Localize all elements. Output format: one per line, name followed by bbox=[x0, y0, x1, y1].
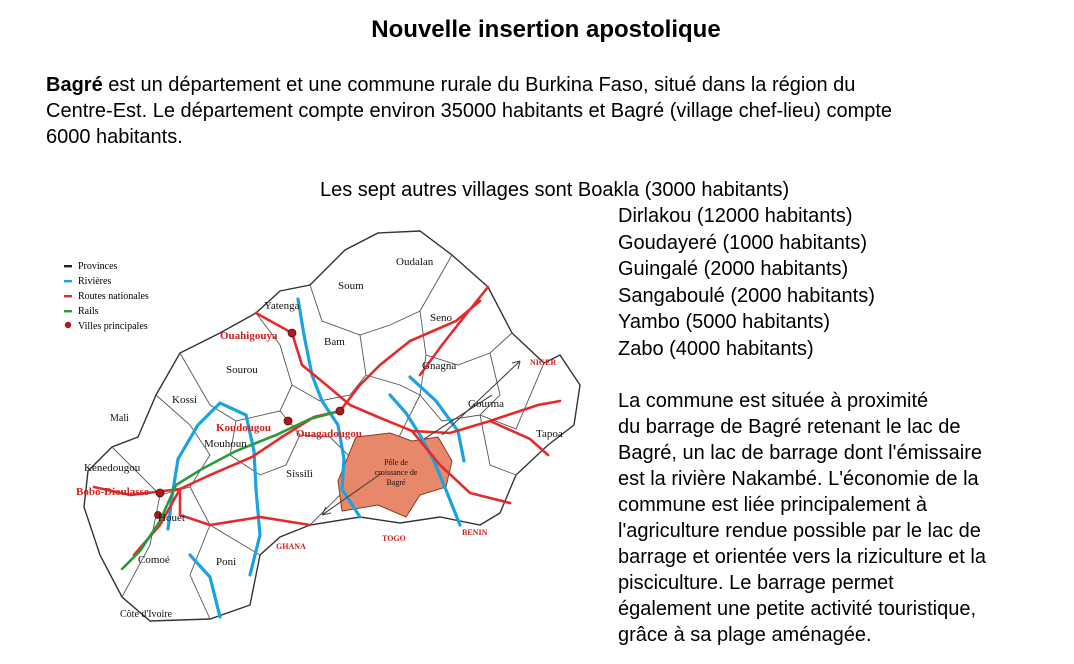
province-label: Kossi bbox=[172, 394, 198, 406]
country-label: Mali bbox=[110, 413, 129, 424]
commune-line: pisciculture. Le barrage permet bbox=[618, 572, 894, 594]
legend-label: Rivières bbox=[78, 276, 112, 287]
country-label: TOGO bbox=[382, 534, 406, 543]
city-marker bbox=[288, 329, 296, 337]
province-label: Poni bbox=[216, 556, 237, 568]
city-label: Bobo-Dioulasso bbox=[76, 486, 150, 498]
province-label: Kenedougou bbox=[84, 462, 141, 474]
country-label: NIGER bbox=[530, 358, 557, 367]
city-label: Ouagadougou bbox=[296, 428, 363, 440]
commune-line: barrage et orientée vers la riziculture et la bbox=[618, 546, 986, 568]
legend-label: Provinces bbox=[78, 261, 118, 272]
province-label: Gourma bbox=[468, 398, 505, 410]
city-marker bbox=[336, 407, 344, 415]
country-label: Côte d'Ivoire bbox=[120, 609, 173, 620]
pole-label-line: Bagré bbox=[386, 478, 406, 487]
province-label: Yatenga bbox=[264, 300, 300, 312]
province-label: Sissili bbox=[286, 468, 313, 480]
province-label: Houet bbox=[158, 512, 185, 524]
commune-line: du barrage de Bagré retenant le lac de bbox=[618, 416, 961, 438]
province-label: Soum bbox=[338, 280, 364, 292]
villages-list bbox=[618, 203, 875, 362]
commune-line: l'agriculture rendue possible par le lac de bbox=[618, 520, 981, 542]
province-label: Mouhoun bbox=[204, 438, 247, 450]
province-label: Gnagna bbox=[422, 360, 457, 372]
legend-label: Rails bbox=[78, 306, 99, 317]
commune-line: est la rivière Nakambé. L'économie de la bbox=[618, 468, 979, 490]
pole-label-line: croissance de bbox=[374, 468, 418, 477]
country-label: BENIN bbox=[462, 528, 488, 537]
city-marker bbox=[156, 489, 164, 497]
pole-label-line: Pôle de bbox=[384, 458, 408, 467]
province-label: Comoé bbox=[138, 554, 170, 566]
legend-label: Routes nationales bbox=[78, 291, 149, 302]
village-item: Yambo (5000 habitants) bbox=[618, 311, 830, 333]
legend-label: Villes principales bbox=[78, 321, 148, 332]
commune-line: Bagré, un lac de barrage dont l'émissaire bbox=[618, 442, 983, 464]
map-legend bbox=[64, 261, 149, 332]
village-item: Goudayeré (1000 habitants) bbox=[618, 231, 868, 254]
province-label: Bam bbox=[324, 336, 345, 348]
burkina-faso-map bbox=[60, 225, 600, 630]
commune-paragraph bbox=[618, 388, 1058, 648]
province-label: Oudalan bbox=[396, 256, 434, 268]
commune-line: grâce à sa plage aménagée. bbox=[618, 624, 872, 646]
commune-line: commune est liée principalement à bbox=[618, 494, 928, 516]
intro-bold-word: Bagré bbox=[46, 74, 103, 96]
country-label: GHANA bbox=[276, 542, 306, 551]
province-label: Seno bbox=[430, 312, 452, 324]
intro-text: est un département et une commune rurale du Burkina Faso, situé dans la région du Centre-Est. Le département compte environ 35000 habitants et Bagré (village chef-lieu) compte 6000 habitants. bbox=[46, 74, 893, 148]
village-item: Zabo (4000 habitants) bbox=[618, 337, 814, 360]
city-label: Ouahigouya bbox=[220, 330, 278, 342]
province-label: Sourou bbox=[226, 364, 258, 376]
villages-lead: Les sept autres villages sont Boakla (3000 habitants) bbox=[320, 179, 790, 201]
intro-paragraph bbox=[46, 72, 906, 150]
village-item: Dirlakou (12000 habitants) bbox=[618, 205, 853, 227]
village-item: Guingalé (2000 habitants) bbox=[618, 258, 849, 280]
city-marker bbox=[284, 417, 292, 425]
page-title: Nouvelle insertion apostolique bbox=[371, 16, 721, 43]
commune-line: La commune est située à proximité bbox=[618, 390, 929, 412]
province-label: Tapoa bbox=[536, 428, 563, 440]
city-label: Koudougou bbox=[216, 422, 272, 434]
commune-line: également une petite activité touristique, bbox=[618, 598, 976, 620]
village-item: Sangaboulé (2000 habitants) bbox=[618, 284, 875, 307]
